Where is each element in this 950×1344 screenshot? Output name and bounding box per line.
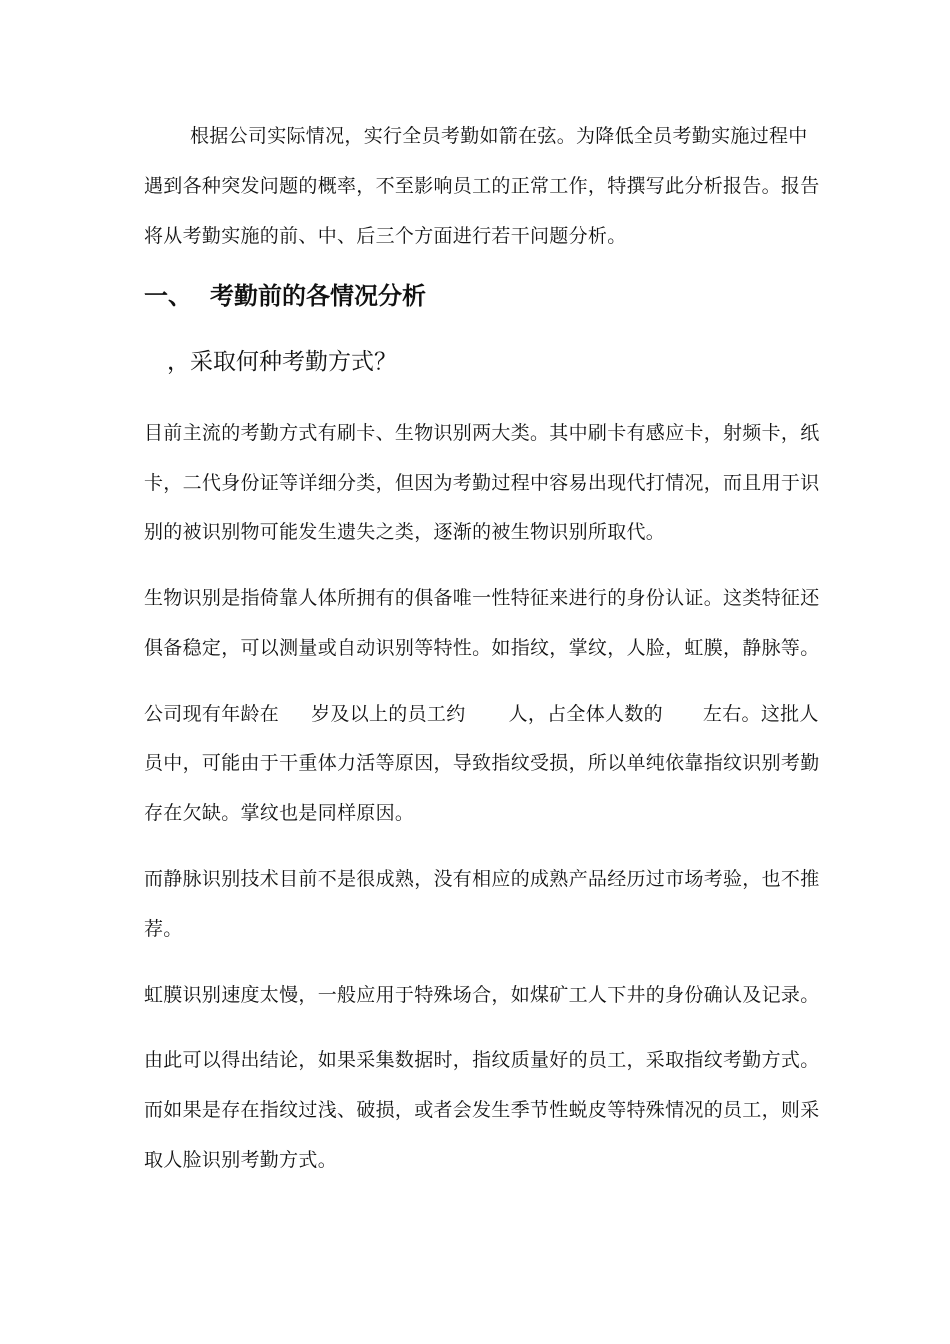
p5-line-1: 虹膜识别速度太慢，一般应用于特殊场合，如煤矿工人下井的身份确认及记录。	[144, 984, 820, 1006]
p3-segment-b: 岁及以上的员工约	[311, 703, 466, 725]
p4-line-1: 而静脉识别技术目前不是很成熟，没有相应的成熟产品经历过市场考验，也不推	[144, 868, 820, 890]
section-number: 一、	[144, 282, 192, 310]
subsection-title: 采取何种考勤方式？	[190, 349, 397, 375]
p3-segment-a: 公司现有年龄在	[144, 703, 280, 725]
p2-line-2: 俱备稳定，可以测量或自动识别等特性。如指纹，掌纹，人脸，虹膜，静脉等。	[144, 637, 820, 659]
intro-line-2: 遇到各种突发问题的概率，不至影响员工的正常工作，特撰写此分析报告。报告	[144, 175, 820, 197]
p6-line-1: 由此可以得出结论，如果采集数据时，指纹质量好的员工，采取指纹考勤方式。	[144, 1049, 820, 1071]
p4-line-2: 荐。	[144, 918, 183, 940]
p6-line-3: 取人脸识别考勤方式。	[144, 1149, 338, 1171]
intro-line-3: 将从考勤实施的前、中、后三个方面进行若干问题分析。	[144, 225, 627, 247]
p6-line-2: 而如果是存在指纹过浅、破损，或者会发生季节性蜕皮等特殊情况的员工，则采	[144, 1099, 820, 1121]
section-title: 考勤前的各情况分析	[210, 282, 426, 310]
section-heading	[144, 281, 426, 311]
p1-line-2: 卡，二代身份证等详细分类，但因为考勤过程中容易出现代打情况，而且用于识	[144, 472, 820, 494]
intro-line-1: 根据公司实际情况，实行全员考勤如箭在弦。为降低全员考勤实施过程中	[190, 125, 808, 147]
p3-segment-c: 人，占全体人数的	[508, 703, 663, 725]
p1-line-3: 别的被识别物可能发生遗失之类，逐渐的被生物识别所取代。	[144, 521, 666, 543]
p2-line-1: 生物识别是指倚靠人体所拥有的俱备唯一性特征来进行的身份认证。这类特征还	[144, 587, 820, 609]
p3-line-2: 员中，可能由于干重体力活等原因，导致指纹受损，所以单纯依靠指纹识别考勤	[144, 752, 820, 774]
p1-line-1: 目前主流的考勤方式有刷卡、生物识别两大类。其中刷卡有感应卡，射频卡，纸	[144, 422, 820, 444]
p3-segment-d: 左右。这批人	[702, 703, 819, 725]
subsection-heading	[144, 347, 397, 377]
p3-line-3: 存在欠缺。掌纹也是同样原因。	[144, 802, 415, 824]
p3-line-1	[144, 702, 819, 726]
subsection-prefix: ，	[167, 349, 190, 375]
